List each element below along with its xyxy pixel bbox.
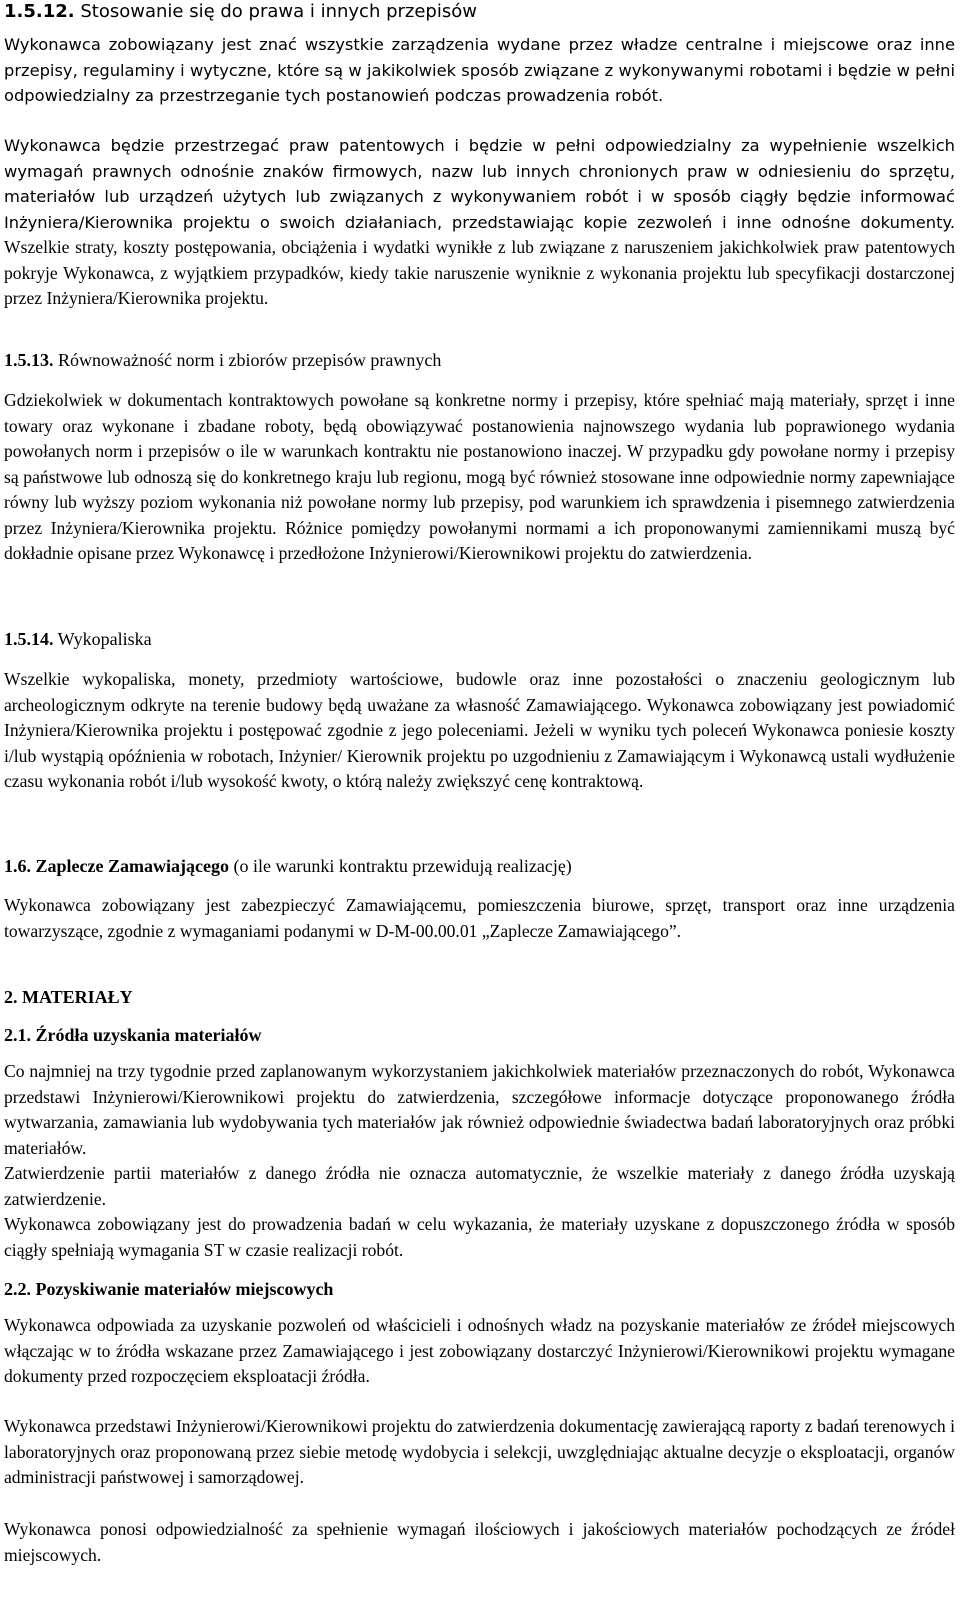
paragraph-2-1-c: Wykonawca zobowiązany jest do prowadzenia badań w celu wykazania, że materiały uzyskane z dopuszczonego źródła w sposób ciągły spełniają wymagania ST w czasie realizacji robót.	[4, 1214, 955, 1260]
paragraph-2-2-c: Wykonawca ponosi odpowiedzialność za spełnienie wymagań ilościowych i jakościowych materiałów pochodzących ze źródeł miejscowych.	[4, 1519, 955, 1565]
heading-1-5-14	[4, 627, 955, 651]
heading-number: 1.5.14.	[4, 629, 54, 649]
heading-title: Stosowanie się do prawa i innych przepisów	[74, 1, 477, 22]
heading-2-2: 2.2. Pozyskiwanie materiałów miejscowych	[4, 1279, 334, 1299]
paragraph-2-1-a: Co najmniej na trzy tygodnie przed zaplanowanym wykorzystaniem jakichkolwiek materiałów przeznaczonych do robót, Wykonawca przedstawi Inżynierowi/Kierownikowi projektu do zatwierdzenia, szczegółowe informacje dotyczące proponowanego źródła wytwarzania, zamawiania lub wydobywania tych materiałów jak również odpowiednie świadectwa badań laboratoryjnych oraz próbki materiałów.	[4, 1061, 955, 1158]
paragraph-1-5-14: Wszelkie wykopaliska, monety, przedmioty wartościowe, budowle oraz inne pozostałości o znaczeniu geologicznym lub archeologicznym odkryte na terenie budowy będą uważane za własność Zamawiającego. Wykonawca zobowiązany jest powiadomić Inżyniera/Kierownika projektu i postępować zgodnie z jego poleceniami. Jeżeli w wyniku tych poleceń Wykonawca poniesie koszty i/lub wystąpią opóźnienia w robotach, Inżynier/ Kierownik projektu po uzgodnieniu z Zamawiającym i Wykonawcą ustali wydłużenie czasu wykonania robót i/lub wysokość kwoty, o którą należy zwiększyć cenę kontraktową.	[4, 669, 955, 791]
heading-title: Równoważność norm i zbiorów przepisów prawnych	[53, 350, 442, 370]
heading-number: 1.5.12.	[4, 1, 75, 22]
paragraph-2-1-b: Zatwierdzenie partii materiałów z danego źródła nie oznacza automatycznie, że wszelkie materiały z danego źródła uzyskają zatwierdzenie.	[4, 1163, 955, 1209]
heading-number: 1.5.13.	[4, 350, 54, 370]
heading-1-5-13	[4, 348, 955, 372]
paragraph-2-2-a: Wykonawca odpowiada za uzyskanie pozwoleń od właścicieli i odnośnych władz na pozyskanie materiałów ze źródeł miejscowych włączając w to źródła wskazane przez Zamawiającego i jest zobowiązany dostarczyć Inżynierowi/Kierownikowi projektu wymagane dokumenty przed rozpoczęciem eksploatacji źródła.	[4, 1315, 955, 1386]
heading-number: 1.6.	[4, 856, 31, 876]
heading-title-rest: (o ile warunki kontraktu przewidują realizację)	[228, 856, 572, 876]
heading-2-1: 2.1. Źródła uzyskania materiałów	[4, 1025, 262, 1045]
heading-2: 2. MATERIAŁY	[4, 987, 133, 1007]
paragraph-sans-part: Wykonawca będzie przestrzegać praw patentowych i będzie w pełni odpowiedzialny za wypełnienie wszelkich wymagań prawnych odnośnie znaków firmowych, nazw lub innych chronionych praw w odniesieniu do sprzętu, materiałów lub urządzeń użytych lub związanych z wykonywaniem robót i w sposób ciągły będzie informować Inżyniera/Kierownika projektu o swoich działaniach, przedstawiając kopie zezwoleń i inne odnośne dokumenty.	[4, 136, 955, 232]
heading-title-bold: Zaplecze Zamawiającego	[31, 856, 229, 876]
paragraph-2-2-b: Wykonawca przedstawi Inżynierowi/Kierownikowi projektu do zatwierdzenia dokumentację zawierającą raporty z badań terenowych i laboratoryjnych oraz proponowaną przez siebie metodę wydobycia i selekcji, uwzględniając aktualne decyzje o eksploatacji, organów administracji państwowej i samorządowej.	[4, 1416, 955, 1487]
paragraph-1-6: Wykonawca zobowiązany jest zabezpieczyć Zamawiającemu, pomieszczenia biurowe, sprzęt, transport oraz inne urządzenia towarzyszące, zgodnie z wymaganiami podanymi w D-M-00.00.01 „Zaplecze Zamawiającego”.	[4, 895, 955, 941]
paragraph-serif-part: Wszelkie straty, koszty postępowania, obciążenia i wydatki wynikłe z lub związane z naruszeniem jakichkolwiek praw patentowych pokryje Wykonawca, z wyjątkiem przypadków, kiedy takie naruszenie wyniknie z wykonania projektu lub specyfikacji dostarczonej przez Inżyniera/Kierownika projektu.	[4, 237, 955, 308]
heading-1-5-12	[4, 0, 955, 24]
paragraph-1-5-13: Gdziekolwiek w dokumentach kontraktowych powołane są konkretne normy i przepisy, które spełniać mają materiały, sprzęt i inne towary oraz wykonane i zbadane roboty, będą obowiązywać postanowienia najnowszego wydania lub poprawionego wydania powołanych norm i przepisów o ile w warunkach kontraktu nie postanowiono inaczej. W przypadku gdy powołane normy i przepisy są państwowe lub odnoszą się do konkretnego kraju lub regionu, mogą być również stosowane inne odpowiednie normy zapewniające równy lub wyższy poziom wykonania niż powołane normy lub przepisy, pod warunkiem ich sprawdzenia i pisemnego zatwierdzenia przez Inżyniera/Kierownika projektu. Różnice pomiędzy powołanymi normami a ich proponowanymi zamiennikami muszą być dokładnie opisane przez Wykonawcę i przedłożone Inżynierowi/Kierownikowi projektu do zatwierdzenia.	[4, 390, 955, 563]
paragraph-1-5-12-a: Wykonawca zobowiązany jest znać wszystkie zarządzenia wydane przez władze centralne i miejscowe oraz inne przepisy, regulaminy i wytyczne, które są w jakikolwiek sposób związane z wykonywanymi robotami i będzie w pełni odpowiedzialny za przestrzeganie tych postanowień podczas prowadzenia robót.	[4, 35, 955, 105]
paragraph-1-5-12-b	[4, 133, 955, 312]
heading-title: Wykopaliska	[53, 629, 152, 649]
heading-1-6	[4, 854, 955, 878]
